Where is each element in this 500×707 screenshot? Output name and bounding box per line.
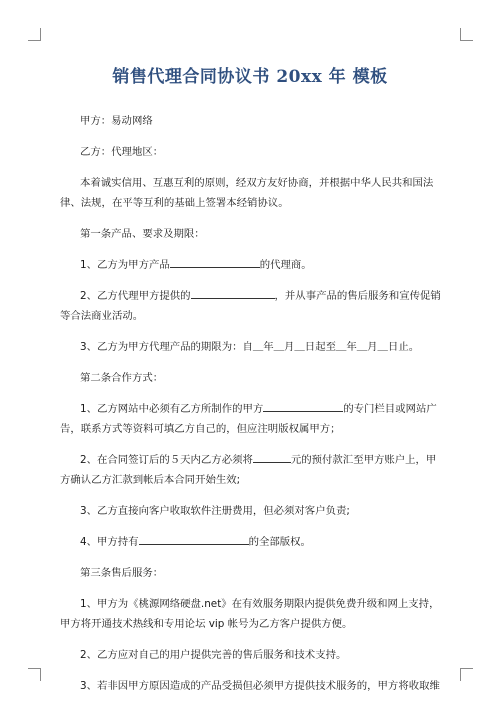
- clause-1-2: 2、乙方代理甲方提供的 ，并从事产品的售后服务和宣传促销等合法商业活动。: [60, 286, 445, 326]
- fill-blank: [170, 256, 260, 268]
- document-title: [0, 62, 500, 87]
- fill-blank: [263, 400, 343, 412]
- fill-blank: [253, 451, 291, 463]
- crop-mark-top-right: [460, 28, 473, 41]
- party-b-line: 乙方：代理地区：: [80, 146, 164, 158]
- crop-mark-bottom-left: [28, 668, 41, 681]
- clause-1-1: 1、乙方为甲方产品 的代理商。: [60, 255, 445, 275]
- clause-2-1: 1、乙方网站中必须有乙方所制作的甲方 的专门栏目或网站广告，联系方式等资料可填乙方自己的，但应注明版权属甲方；: [60, 399, 445, 439]
- clause-3-2: 2、乙方应对自己的用户提供完善的售后服务和技术支持。: [80, 649, 347, 661]
- crop-mark-bottom-right: [460, 668, 473, 681]
- section-3-heading: 第三条售后服务：: [80, 567, 164, 579]
- section-2-heading: 第二条合作方式：: [80, 372, 164, 384]
- title-tail: 年 模板: [328, 67, 388, 87]
- section-1-heading: 第一条产品、要求及期限：: [80, 228, 205, 240]
- clause-3-3: 3、若非因甲方原因造成的产品受损但必须甲方提供技术服务的，甲方将收取维: [80, 680, 440, 692]
- clause-1-3: 3、乙方为甲方代理产品的期限为：自＿年＿月＿日起至＿年＿月＿日止。: [80, 341, 420, 353]
- clause-2-3: 3、乙方直接向客户收取软件注册费用，但必须对客户负责;: [80, 505, 350, 517]
- crop-mark-top-left: [28, 28, 41, 41]
- fill-blank: [191, 287, 275, 299]
- party-a-line: 甲方：易动网络: [80, 115, 153, 127]
- fill-blank: [139, 533, 249, 545]
- preamble-paragraph: 本着诚实信用、互惠互利的原则，经双方友好协商，并根据中华人民共和国法律、法规，在平等互利的基础上签署本经销协议。: [60, 177, 434, 209]
- clause-2-4: 4、甲方持有 的全部版权。: [60, 532, 445, 552]
- title-year: 20xx: [276, 67, 323, 87]
- clause-2-2: 2、在合同签订后的５天内乙方必须将 元的预付款汇至甲方账户上，甲方确认乙方汇款到帐后本合同开始生效;: [60, 450, 445, 490]
- document-body: [60, 111, 445, 707]
- title-main: 销售代理合同协议书: [112, 67, 270, 87]
- clause-3-1: 1、甲方为《桃源网络硬盘.net》在有效服务期限内提供免费升级和网上支持，甲方将开通技术热线和专用论坛 vip 帐号为乙方客户提供方便。: [60, 598, 440, 630]
